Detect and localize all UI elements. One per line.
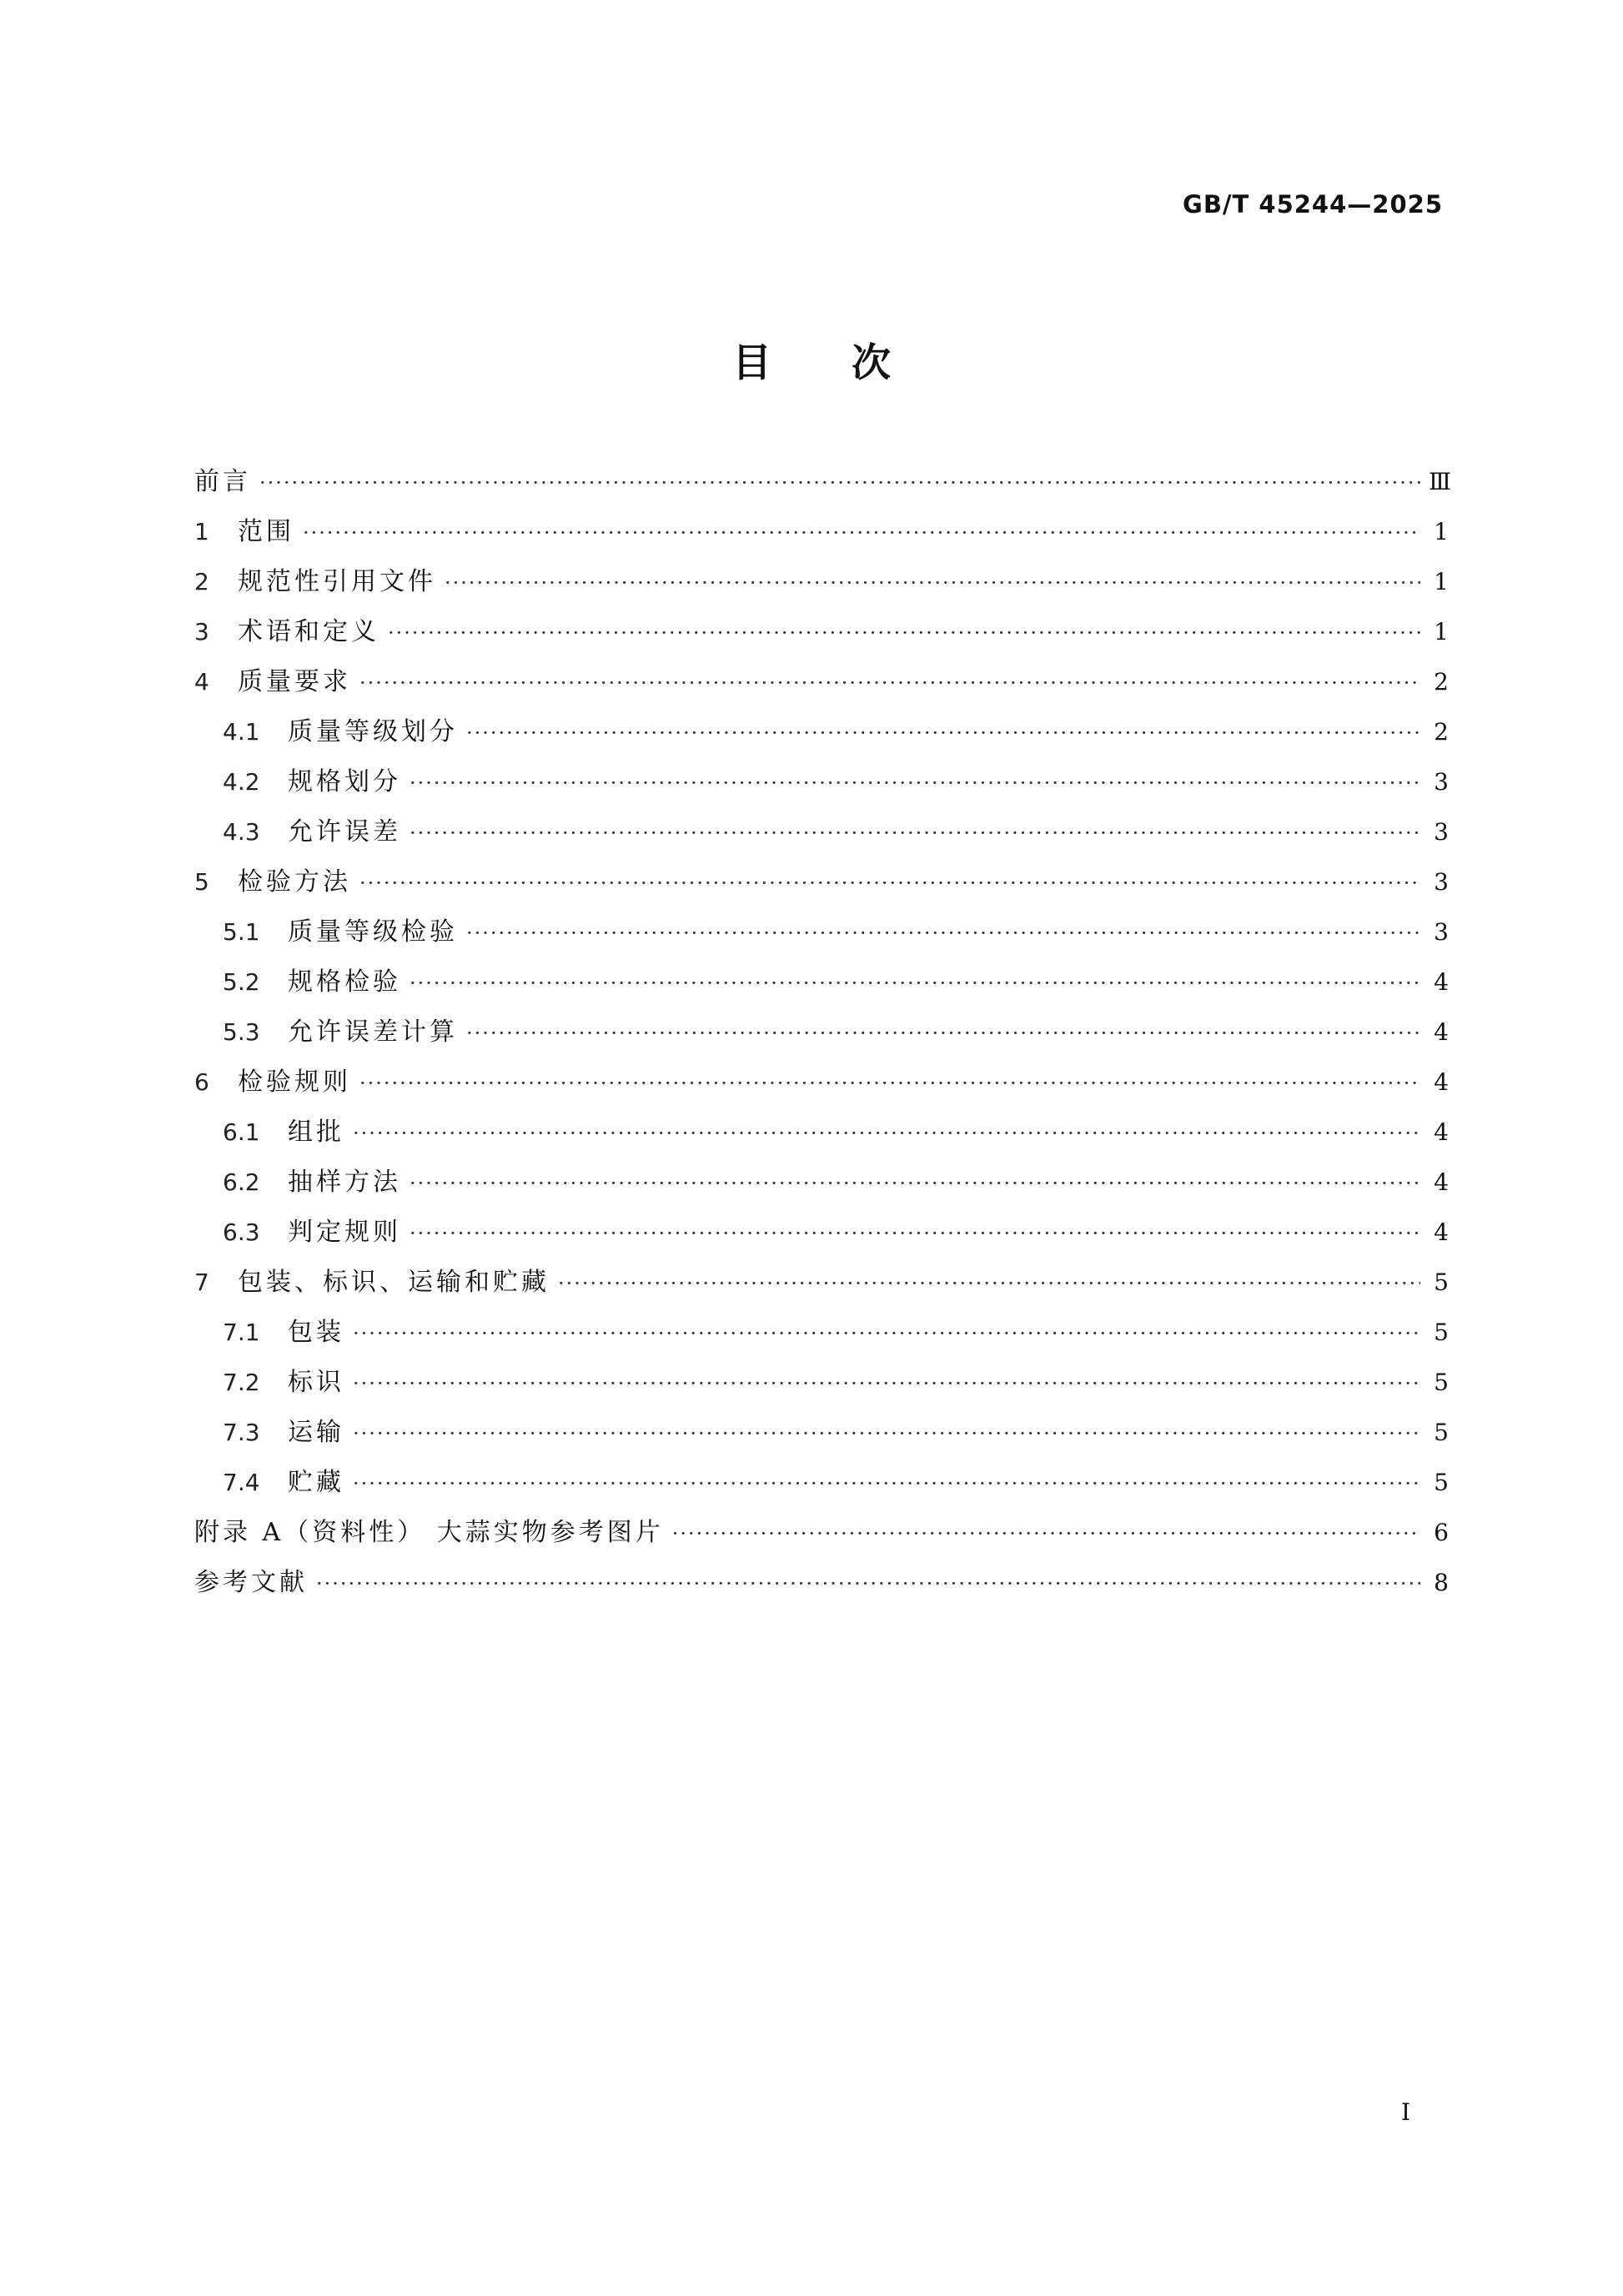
toc-entry[interactable] bbox=[194, 1208, 1449, 1258]
toc-entry-label: 质量等级检验 bbox=[288, 917, 458, 947]
toc-entry-page: 4 bbox=[1434, 1068, 1449, 1096]
toc-leader-dots bbox=[466, 908, 1420, 958]
toc-entry-page: 2 bbox=[1434, 668, 1449, 696]
toc-entry-page: 4 bbox=[1434, 1118, 1449, 1146]
toc-entry-label: 范围 bbox=[238, 517, 294, 546]
toc-entry[interactable] bbox=[194, 907, 1449, 957]
toc-leader-dots bbox=[316, 1559, 1420, 1609]
toc-entry-label: 抽样方法 bbox=[288, 1168, 401, 1197]
toc-entry-page: 4 bbox=[1434, 1018, 1449, 1046]
toc-leader-dots bbox=[388, 608, 1420, 658]
toc-entry[interactable] bbox=[194, 757, 1449, 807]
toc-entry[interactable] bbox=[194, 807, 1449, 857]
toc-entry[interactable] bbox=[194, 1358, 1449, 1408]
toc-entry-page: 4 bbox=[1434, 1168, 1449, 1196]
toc-leader-dots bbox=[359, 1058, 1420, 1108]
toc-entry-label: 允许误差计算 bbox=[288, 1017, 458, 1047]
toc-entry[interactable] bbox=[194, 1458, 1449, 1508]
toc-entry-page: 1 bbox=[1434, 518, 1449, 545]
toc-entry[interactable] bbox=[194, 1508, 1449, 1558]
toc-entry-label: 质量等级划分 bbox=[288, 717, 458, 746]
toc-entry-page: 3 bbox=[1434, 768, 1449, 796]
toc-entry-label: 规格检验 bbox=[288, 967, 401, 997]
toc-entry-number: 6.3 bbox=[223, 1218, 260, 1246]
toc-entry-page: 4 bbox=[1434, 968, 1449, 996]
toc-leader-dots bbox=[410, 958, 1420, 1008]
toc-entry-page: 4 bbox=[1434, 1218, 1449, 1246]
toc-entry-number: 7.1 bbox=[223, 1319, 260, 1346]
toc-entry[interactable] bbox=[194, 457, 1452, 507]
page-folio: Ⅰ bbox=[1401, 2098, 1411, 2126]
toc-entry-number: 5.1 bbox=[223, 918, 260, 946]
toc-entry[interactable] bbox=[194, 857, 1449, 907]
toc-entry-page: 1 bbox=[1434, 568, 1449, 595]
toc-entry-number: 2 bbox=[194, 568, 209, 595]
toc-entry-number: 4.2 bbox=[223, 768, 260, 796]
toc-leader-dots bbox=[466, 1008, 1420, 1058]
toc-entry-label: 参考文献 bbox=[194, 1568, 308, 1597]
toc-entry[interactable] bbox=[194, 507, 1449, 557]
toc-entry-number: 7.4 bbox=[223, 1469, 260, 1496]
toc-entry-page: 5 bbox=[1434, 1419, 1449, 1446]
toc-entry-label: 组批 bbox=[288, 1118, 344, 1147]
toc-entry-label: 规范性引用文件 bbox=[238, 567, 436, 596]
toc-entry-number: 4.3 bbox=[223, 818, 260, 846]
toc-entry-number: 4.1 bbox=[223, 718, 260, 746]
toc-entry-number: 7 bbox=[194, 1269, 209, 1296]
toc-leader-dots bbox=[410, 808, 1420, 858]
toc-entry[interactable] bbox=[194, 1058, 1449, 1108]
toc-entry[interactable] bbox=[194, 707, 1449, 757]
toc-entry-label: 包装、标识、运输和贮藏 bbox=[238, 1268, 550, 1297]
toc-entry-number: 3 bbox=[194, 618, 209, 646]
toc-entry-number: 7.3 bbox=[223, 1419, 260, 1446]
toc-entry[interactable] bbox=[194, 1108, 1449, 1158]
toc-entry-page: 5 bbox=[1434, 1469, 1449, 1496]
toc-entry-page: 2 bbox=[1434, 718, 1449, 746]
toc-leader-dots bbox=[259, 458, 1420, 508]
toc-entry-page: 5 bbox=[1434, 1369, 1449, 1396]
toc-entry[interactable] bbox=[194, 1007, 1449, 1058]
toc-entry-number: 1 bbox=[194, 518, 209, 545]
toc-leader-dots bbox=[410, 758, 1420, 808]
toc-entry-number: 7.2 bbox=[223, 1369, 260, 1396]
standard-code: GB/T 45244—2025 bbox=[1183, 190, 1443, 219]
toc-entry[interactable] bbox=[194, 1308, 1449, 1358]
toc-entry-page: Ⅲ bbox=[1429, 468, 1452, 495]
toc-entry-page: 5 bbox=[1434, 1269, 1449, 1296]
toc-entry-number: 6.2 bbox=[223, 1168, 260, 1196]
toc-entry[interactable] bbox=[194, 1258, 1449, 1308]
toc-entry-page: 6 bbox=[1434, 1519, 1449, 1546]
table-of-contents bbox=[194, 457, 1452, 1608]
toc-leader-dots bbox=[353, 1359, 1420, 1409]
toc-leader-dots bbox=[353, 1409, 1420, 1459]
toc-entry[interactable] bbox=[194, 657, 1449, 707]
toc-entry[interactable] bbox=[194, 607, 1449, 657]
toc-leader-dots bbox=[410, 1208, 1420, 1259]
toc-entry[interactable] bbox=[194, 1158, 1449, 1208]
toc-entry-label: 判定规则 bbox=[288, 1218, 401, 1247]
title-char-2: 次 bbox=[852, 340, 891, 386]
toc-entry-label: 允许误差 bbox=[288, 817, 401, 847]
toc-leader-dots bbox=[353, 1108, 1420, 1158]
toc-entry-label: 包装 bbox=[288, 1318, 344, 1347]
toc-entry-label: 术语和定义 bbox=[238, 617, 379, 646]
toc-entry[interactable] bbox=[194, 1408, 1449, 1458]
page-title bbox=[0, 332, 1623, 388]
toc-entry-number: 5 bbox=[194, 868, 209, 896]
toc-leader-dots bbox=[303, 508, 1420, 558]
toc-leader-dots bbox=[353, 1309, 1420, 1359]
toc-entry-label: 附录 A（资料性） 大蒜实物参考图片 bbox=[194, 1518, 664, 1547]
title-char-1: 目 bbox=[732, 340, 771, 386]
toc-entry-page: 8 bbox=[1434, 1569, 1449, 1596]
toc-leader-dots bbox=[466, 708, 1420, 758]
toc-entry-label: 质量要求 bbox=[238, 667, 351, 696]
toc-entry[interactable] bbox=[194, 957, 1449, 1007]
toc-entry-number: 6 bbox=[194, 1068, 209, 1096]
toc-entry-label: 运输 bbox=[288, 1418, 344, 1447]
toc-entry-number: 5.2 bbox=[223, 968, 260, 996]
toc-entry-label: 检验方法 bbox=[238, 867, 351, 897]
toc-entry[interactable] bbox=[194, 557, 1449, 607]
toc-leader-dots bbox=[410, 1158, 1420, 1208]
toc-leader-dots bbox=[445, 558, 1420, 608]
toc-entry-page: 3 bbox=[1434, 818, 1449, 846]
toc-entry-label: 标识 bbox=[288, 1368, 344, 1397]
toc-leader-dots bbox=[558, 1259, 1420, 1309]
toc-entry-page: 1 bbox=[1434, 618, 1449, 646]
toc-entry-label: 检验规则 bbox=[238, 1068, 351, 1097]
toc-entry-label: 规格划分 bbox=[288, 767, 401, 796]
toc-leader-dots bbox=[359, 658, 1420, 708]
toc-entry-page: 3 bbox=[1434, 918, 1449, 946]
toc-entry-label: 前言 bbox=[194, 467, 251, 496]
toc-entry-number: 4 bbox=[194, 668, 209, 696]
toc-leader-dots bbox=[353, 1459, 1420, 1509]
toc-entry[interactable] bbox=[194, 1558, 1449, 1608]
toc-leader-dots bbox=[359, 858, 1420, 908]
toc-entry-page: 3 bbox=[1434, 868, 1449, 896]
toc-entry-page: 5 bbox=[1434, 1319, 1449, 1346]
toc-entry-number: 5.3 bbox=[223, 1018, 260, 1046]
toc-leader-dots bbox=[672, 1509, 1420, 1559]
toc-entry-number: 6.1 bbox=[223, 1118, 260, 1146]
toc-entry-label: 贮藏 bbox=[288, 1468, 344, 1497]
